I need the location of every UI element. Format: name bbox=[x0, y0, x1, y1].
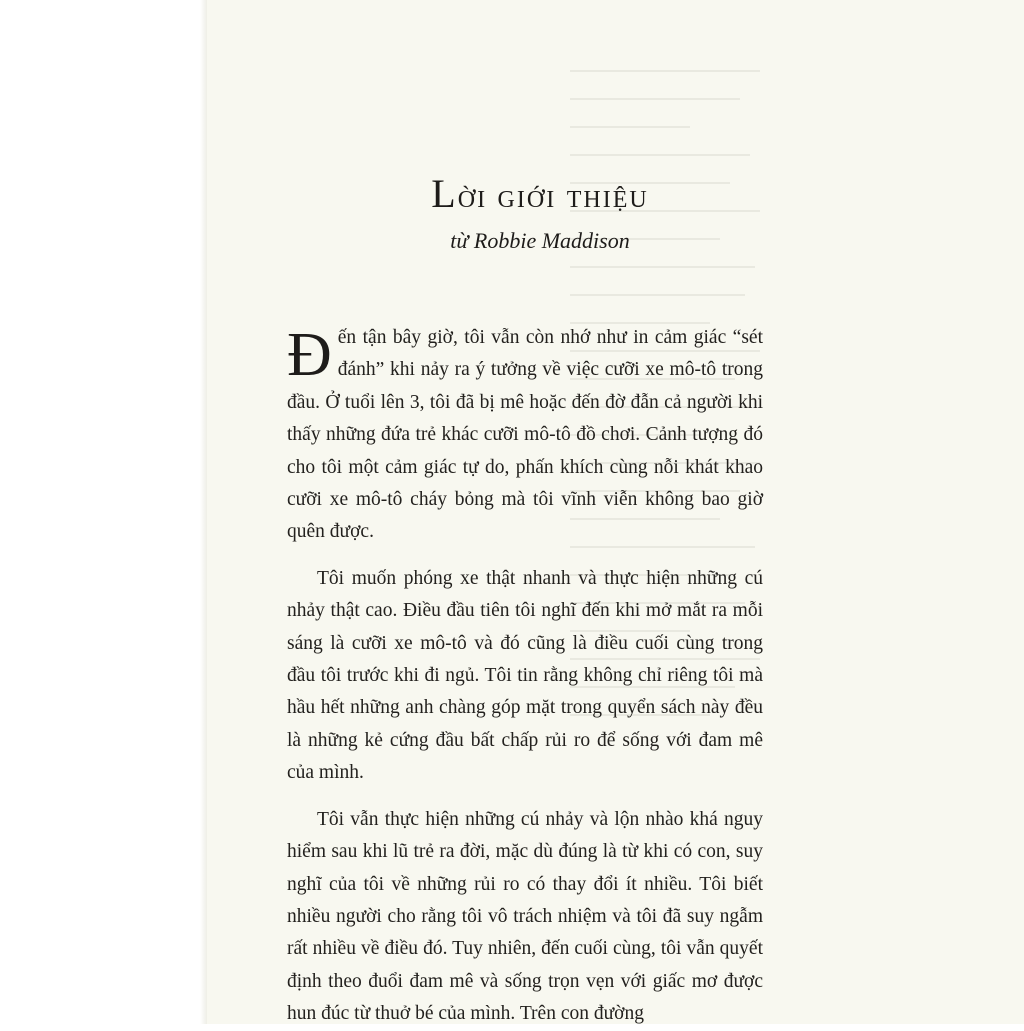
chapter-title-rest: ời giới thiệu bbox=[457, 178, 649, 215]
chapter-title bbox=[260, 170, 820, 217]
paragraph-1-text: ến tận bây giờ, tôi vẫn còn nhớ như in cảm giác “sét đánh” khi nảy ra ý tưởng về việc cưỡi xe mô-tô trong đầu. Ở tuổi lên 3, tôi đã bị mê hoặc đến đờ đẫn cả người khi thấy những đứa trẻ khác cưỡi mô-tô đồ chơi. Cảnh tượng đó cho tôi một cảm giác tự do, phấn khích cùng nỗi khát khao cưỡi xe mô-tô cháy bỏng mà tôi vĩnh viễn không bao giờ quên được. bbox=[287, 327, 763, 543]
paragraph-3: Tôi vẫn thực hiện những cú nhảy và lộn nhào khá nguy hiểm sau khi lũ trẻ ra đời, mặc dù đúng là từ khi có con, suy nghĩ của tôi về những rủi ro có thay đổi ít nhiều. Tôi biết nhiều người cho rằng tôi vô trách nhiệm và tôi đã suy ngẫm rất nhiều về điều đó. Tuy nhiên, đến cuối cùng, tôi vẫn quyết định theo đuổi đam mê và sống trọn vẹn với giấc mơ được hun đúc từ thuở bé của mình. Trên con đường bbox=[287, 808, 763, 1025]
paragraph-2: Tôi muốn phóng xe thật nhanh và thực hiện những cú nhảy thật cao. Điều đầu tiên tôi nghĩ đến khi mở mắt ra mỗi sáng là cưỡi xe mô-tô và đó cũng là điều cuối cùng trong đầu tôi trước khi đi ngủ. Tôi tin rằng không chỉ riêng tôi mà hầu hết những anh chàng góp mặt trong quyển sách này đều là những kẻ cứng đầu bất chấp rủi ro để sống với đam mê của mình. bbox=[287, 567, 763, 784]
paragraph-1 bbox=[287, 322, 763, 549]
chapter-author: từ Robbie Maddison bbox=[450, 228, 630, 253]
drop-cap: Đ bbox=[287, 321, 332, 389]
chapter-title-initial: L bbox=[431, 171, 458, 216]
body-text bbox=[287, 322, 763, 1031]
